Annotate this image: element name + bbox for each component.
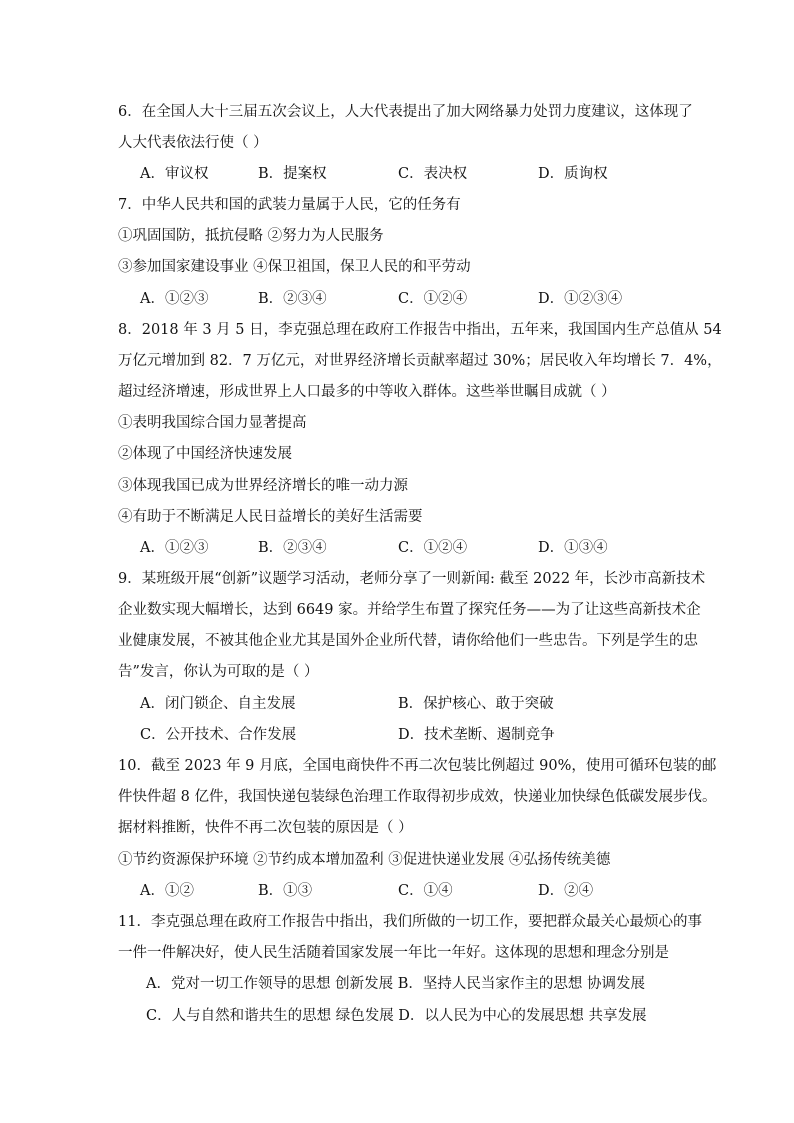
q11-stem-line-1: 11．李克强总理在政府工作报告中指出，我们所做的一切工作，要把群众最关心最烦心的事 <box>118 914 702 930</box>
q8-option-a[interactable]: A．①②③ <box>140 540 209 556</box>
q8-stem-line-3: 超过经济增速，形成世界上人口最多的中等收入群体。这些举世瞩目成就（ ） <box>118 384 616 400</box>
q9-stem-line-2: 企业数实现大幅增长，达到 6649 家。并给学生布置了探究任务——为了让这些高新技术企 <box>118 602 701 618</box>
q10-stem-line-2: 件快件超 8 亿件，我国快递包装绿色治理工作取得初步成效，快递业加快绿色低碳发展步伐。 <box>118 789 717 805</box>
q9-option-c[interactable]: C．公开技术、合作发展 <box>140 727 297 743</box>
q8-stem-line-1: 8．2018 年 3 月 5 日，李克强总理在政府工作报告中指出，五年来，我国国内生产总值从 54 <box>118 322 722 338</box>
q9-stem-line-4: 告”发言，你认为可取的是（ ） <box>118 664 319 680</box>
q11-options-ab[interactable]: A．党对一切工作领导的思想 创新发展 B．坚持人民当家作主的思想 协调发展 <box>146 976 645 992</box>
q6-option-b[interactable]: B．提案权 <box>258 166 327 182</box>
q10-option-d[interactable]: D．②④ <box>538 883 594 899</box>
q8-option-c[interactable]: C．①②④ <box>398 540 468 556</box>
q9-stem-line-3: 业健康发展，不被其他企业尤其是国外企业所代替，请你给他们一些忠告。下列是学生的忠 <box>118 633 698 649</box>
q9-option-b[interactable]: B．保护核心、敢于突破 <box>398 696 554 712</box>
q9-option-d[interactable]: D．技术垄断、遏制竞争 <box>398 727 555 743</box>
q9-stem-line-1: 9．某班级开展“创新”议题学习活动，老师分享了一则新闻: 截至 2022 年，长沙市高新技术 <box>118 571 706 587</box>
q6-stem-line-2: 人大代表依法行使（ ） <box>118 135 268 151</box>
q8-option-b[interactable]: B．②③④ <box>258 540 327 556</box>
q8-stem-line-2: 万亿元增加到 82．7 万亿元，对世界经济增长贡献率超过 30%；居民收入年均增长 7．4%， <box>118 353 722 369</box>
q6-option-c[interactable]: C．表决权 <box>398 166 468 182</box>
q9-option-a[interactable]: A．闭门锁企、自主发展 <box>140 696 296 712</box>
q11-options-cd[interactable]: C．人与自然和谐共生的思想 绿色发展 D．以人民为中心的发展思想 共享发展 <box>146 1008 647 1024</box>
q8-item-4: ④有助于不断满足人民日益增长的美好生活需要 <box>118 509 423 525</box>
q7-stem-line-1: 7．中华人民共和国的武装力量属于人民，它的任务有 <box>118 197 461 213</box>
q7-option-a[interactable]: A．①②③ <box>140 291 209 307</box>
q7-items-line-1: ①巩固国防，抵抗侵略 ②努力为人民服务 <box>118 228 384 244</box>
q10-option-a[interactable]: A．①② <box>140 883 194 899</box>
q8-item-1: ①表明我国综合国力显著提高 <box>118 415 307 431</box>
q6-option-a[interactable]: A．审议权 <box>140 166 209 182</box>
q7-option-c[interactable]: C．①②④ <box>398 291 468 307</box>
q7-option-b[interactable]: B．②③④ <box>258 291 327 307</box>
q10-stem-line-3: 据材料推断，快件不再二次包装的原因是（ ） <box>118 820 413 836</box>
q10-option-b[interactable]: B．①③ <box>258 883 313 899</box>
q8-item-2: ②体现了中国经济快速发展 <box>118 446 292 462</box>
q7-items-line-2: ③参加国家建设事业 ④保卫祖国，保卫人民的和平劳动 <box>118 259 471 275</box>
q10-stem-line-1: 10．截至 2023 年 9 月底，全国电商快件不再二次包装比例超过 90%，使用可循环包装的邮 <box>118 758 717 774</box>
q11-stem-line-2: 一件一件解决好，使人民生活随着国家发展一年比一年好。这体现的思想和理念分别是 <box>118 945 669 961</box>
q6-stem-line-1: 6．在全国人大十三届五次会议上，人大代表提出了加大网络暴力处罚力度建议，这体现了 <box>118 104 693 120</box>
q6-option-d[interactable]: D．质询权 <box>538 166 608 182</box>
q8-item-3: ③体现我国已成为世界经济增长的唯一动力源 <box>118 478 408 494</box>
q8-option-d[interactable]: D．①③④ <box>538 540 608 556</box>
q10-items-line-1: ①节约资源保护环境 ②节约成本增加盈利 ③促进快递业发展 ④弘扬传统美德 <box>118 852 611 868</box>
q10-option-c[interactable]: C．①④ <box>398 883 453 899</box>
q7-option-d[interactable]: D．①②③④ <box>538 291 623 307</box>
